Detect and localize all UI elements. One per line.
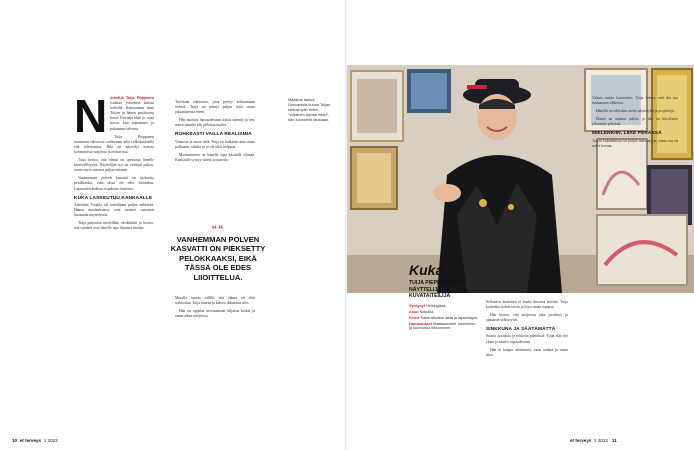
col2-paragraph: Vinnosta ja omaa tietä. Tuija on kulkenut aina omaa polkuaan, vaikka se ei ole ollut helppoa. — [175, 139, 255, 149]
kuka-item-text: Helsingissä. — [426, 303, 447, 308]
col1-paragraph: Tuija Piepponen tunnetaan vahvoista rooleistaan sekä valkokankaalla että televisiossa. Hän on näytellyt useissa kotimaisissa sarjoissa ja elokuvissa. — [74, 134, 154, 154]
issue-number: 1 2022 — [594, 438, 609, 443]
kuka-item-text: Maalaaminen, lukeminen ja luonnossa liikkuminen. — [409, 321, 476, 331]
col4-paragraph: Valmis uusiin haasteisiin. Tuija kertoo, että ikä tuo mukanaan rohkeutta. — [592, 96, 678, 106]
quote-marks: ““ — [211, 224, 225, 236]
col4-paragraph: Hänellä on edessään useita näyttelyitä ja projekteja. — [596, 109, 675, 114]
article-column-1 — [74, 90, 154, 234]
article-column-3 — [486, 300, 568, 361]
col1-heading: KUKA LASKEUTUU KANKAALLE — [74, 195, 153, 201]
col2-paragraph: Hän on oppinut arvostamaan hiljaisia hetkiä ja omaa aikaa ateljeessa. — [175, 309, 255, 319]
kuka-item-text: Kaksi aikuista lasta ja lapsenlapsi. — [420, 315, 479, 320]
kuka-item — [409, 316, 479, 321]
left-footer — [12, 438, 58, 443]
col2-paragraph: Maalaaminen on hänelle tapa käsitellä elämää. Kankaalle syntyy värejä ja tunteita. — [175, 152, 255, 162]
col1-paragraph: Vanhemman polven kasvatti on pieksetty pelokkaaksi, eikä tässä ole edes liioittelua. Lapsuuden kodissa ei puhuttu tunteista. — [74, 176, 154, 191]
dropcap: N — [74, 90, 108, 142]
magazine-brand: et terveys — [570, 438, 592, 443]
magazine-brand: et terveys — [19, 438, 42, 443]
col2-heading: ROHKEASTI VAILLA REALISMIA — [175, 132, 252, 138]
issue-number: 1 2022 — [43, 438, 58, 443]
lead-paragraph: istahtaa ystävänsä kanssa kahville. Kanssamme istuu Tuijan ja hänen puolisonsa koira. Kuvaaja ehtii jo ottaa kuvia, kun nauramme ja puhumme talvesta. — [110, 101, 154, 131]
kuka-item — [409, 310, 479, 315]
kuka-item — [409, 322, 479, 332]
kuka-infobox — [409, 262, 479, 332]
page-number: 10 — [12, 438, 18, 443]
col1-paragraph: Tuija pukeutuu mielellään värikkäästi ja kertoo, että vaatteet ovat hänelle tapa ilmaista itseään. — [74, 220, 154, 231]
col3-paragraph: Hän kertoo, että ateljeessa aika pysähtyy ja ajatukset selkiytyvät. — [486, 313, 568, 323]
col4-paragraph: Tuijan kokoelmissa on paljon taulusarjoja, joista osa on esillä kotona. — [592, 138, 678, 148]
col1-paragraph: Äskettäin Tuijalla oli taiteilijana paljon nähtävää. Hänen maalauksensa ovat saaneet runsaasti huomiota näyttelyissä. — [74, 202, 154, 217]
kuka-subtitle: TUIJA PIEPPONEN, 74, NÄYTTELIJÄ JA KUVATAITEILIJA — [409, 280, 466, 300]
kuka-item-label: Harrastukset — [409, 321, 433, 326]
lead-name: äyttelijä Tuija Piepponen — [110, 96, 154, 100]
right-footer — [570, 438, 617, 443]
kuka-item-text: Nokialla. — [419, 309, 435, 314]
photo-caption: Maalaus taulua Duncanista kuvaa Tuijan rakkaimpiin töihin, "sellainen lajinsa rebel", hän luonnehtii tauluaan. — [288, 97, 331, 122]
kuka-item-label: Asuu — [409, 309, 419, 314]
col2-paragraph: Tarvitaan vahvuutta, jotta pystyy kohtaamaan itsensä. Tuija on tehnyt paljon töitä oman jaksamisensa eteen. — [175, 100, 255, 115]
col3-paragraph: Sellaisten kuulaiten ei kuulu ilmaista itseään. Tuija kuitenkin halusi toisin ja löysi oman tapansa. — [486, 300, 568, 310]
kuka-item-label: Perhe — [409, 315, 420, 320]
kuka-title: Kuka — [409, 262, 444, 278]
kuka-item-label: Syntynyt — [409, 303, 426, 308]
article-column-2 — [175, 100, 255, 166]
pull-quote — [168, 226, 268, 282]
page-number: 11 — [611, 438, 617, 443]
col2-paragraph: Minulla tuntuu välillä, että elämä on yhtä seikkailua. Tuija nauraa ja katsoo ikkunasta ulos. — [175, 296, 255, 306]
article-column-2-bottom — [175, 296, 255, 322]
col1-paragraph: Tuija kertoo, että elämä on opettanut hänelle kärsivällisyyttä. Näyttelijän työ on vaatinut paljon, mutta myös antanut paljon takaisin. — [74, 158, 154, 173]
article-column-4 — [592, 96, 678, 152]
col3-paragraph: Hän ei kaipaa säätämistä, vaan rauhaa ja omaa tilaa. — [486, 347, 568, 357]
kuka-item — [409, 304, 479, 309]
col4-paragraph: Elämä on antanut paljon, ja hän on kiitollinen jokaisesta päivästä. — [592, 117, 678, 127]
col3-heading: SINKKUNA JA SÄÄTÄMÄTTÄ — [486, 327, 556, 333]
col2-paragraph: Hän muistaa lapsuudestaan tiukat säännöt ja sen, miten tunteita piti piilottaa muilta. — [175, 118, 255, 128]
col4-heading: MIELENKIIN, LIIKE PERÄSSÄ — [592, 131, 662, 137]
col3-paragraph: Suuria ajatuksia ja rohkeita päätöksiä. Tuija elää nyt yksin ja nauttii vapaudestaan. — [486, 334, 568, 344]
pull-quote-text: VANHEMMAN POLVEN KASVATTI ON PIEKSETTY PELOKKAAKSI, EIKÄ TÄSSÄ OLE EDES LIIOITTELUA. — [170, 235, 266, 282]
